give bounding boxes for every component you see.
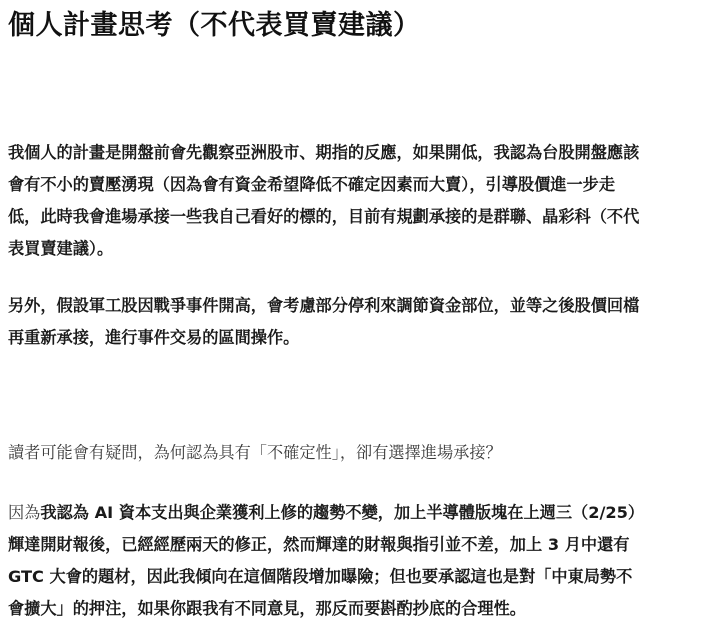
paragraph-line: 會有不小的賣壓湧現（因為會有資金希望降低不確定因素而大賣），引導股價進一步走 xyxy=(8,175,616,194)
paragraph-line: 輝達開財報後，已經經歷兩天的修正，然而輝達的財報與指引並不差，加上 3 月中還有 xyxy=(8,535,630,554)
paragraph-line: 再重新承接，進行事件交易的區間操作。 xyxy=(8,328,300,347)
paragraph-line: 另外，假設軍工股因戰爭事件開高，會考慮部分停利來調節資金部位，並等之後股價回檔 xyxy=(8,296,640,315)
paragraph-line: 低，此時我會進場承接一些我自己看好的標的，目前有規劃承接的是群聯、晶彩科（不代 xyxy=(8,207,640,226)
paragraph-lead-word: 因為 xyxy=(8,503,41,522)
paragraph-reader-question xyxy=(8,437,704,469)
paragraph-line: 讀者可能會有疑問，為何認為具有「不確定性」，卻有選擇進場承接？ xyxy=(8,443,502,462)
paragraph-plan xyxy=(8,137,704,265)
paragraph-military-stocks xyxy=(8,290,704,354)
paragraph-line: GTC 大會的題材，因此我傾向在這個階段增加曝險；但也要承認這也是對「中東局勢不 xyxy=(8,567,633,586)
paragraph-reasoning xyxy=(8,497,704,625)
article-title: 個人計畫思考（不代表買賣建議） xyxy=(8,10,421,41)
paragraph-line: 我個人的計畫是開盤前會先觀察亞洲股市、期指的反應，如果開低，我認為台股開盤應該 xyxy=(8,143,640,162)
paragraph-line xyxy=(8,497,704,529)
paragraph-line-rest: 我認為 AI 資本支出與企業獲利上修的趨勢不變，加上半導體版塊在上週三（2/25） xyxy=(40,503,645,522)
paragraph-line: 表買賣建議）。 xyxy=(8,239,114,258)
paragraph-line: 會擴大」的押注，如果你跟我有不同意見，那反而要斟酌抄底的合理性。 xyxy=(8,599,526,618)
